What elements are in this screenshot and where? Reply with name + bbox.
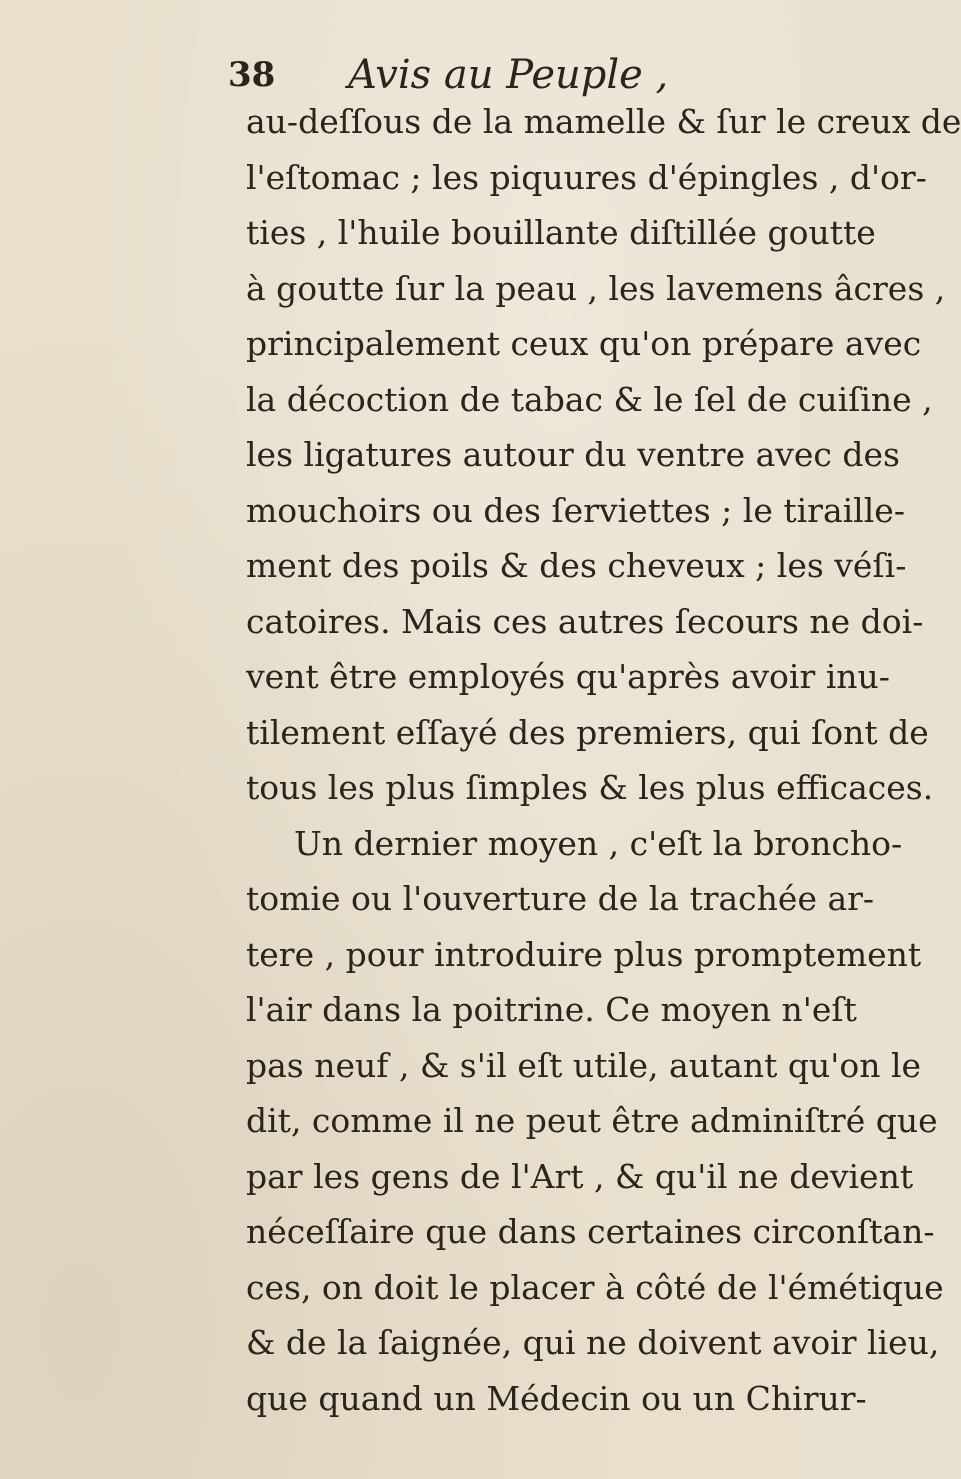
text-line: l'air dans la poitrine. Ce moyen n'eſt (246, 990, 857, 1029)
text-line: que quand un Médecin ou un Chirur- (246, 1378, 867, 1418)
text-line: principalement ceux qu'on prépare avec (246, 324, 922, 363)
text-line: les ligatures autour du ventre avec des (246, 435, 900, 474)
body-text (246, 94, 961, 1426)
text-line: par les gens de l'Art , & qu'il ne devient (246, 1156, 914, 1196)
text-line: la décoction de tabac & le ſel de cuiſine , (246, 379, 933, 419)
text-line: ties , l'huile bouillante diſtillée goutte (246, 213, 876, 252)
text-line: tous les plus ſimples & les plus efficaces. (246, 768, 934, 807)
text-line: ment des poils & des cheveux ; les véſi- (246, 546, 907, 585)
text-line: au-deſſous de la mamelle & ſur le creux de (246, 102, 961, 141)
text-line: pas neuf , & s'il eſt utile, autant qu'on le (246, 1045, 922, 1085)
text-line: dit, comme il ne peut être adminiſtré que (246, 1101, 938, 1140)
page-header (228, 52, 788, 98)
page-number: 38 (228, 55, 276, 95)
text-line: néceſſaire que dans certaines circonſtan- (246, 1212, 935, 1251)
text-line: Un dernier moyen , c'eſt la broncho- (294, 823, 903, 863)
text-line: ces, on doit le placer à côté de l'émétique (246, 1267, 944, 1307)
text-line: & de la ſaignée, qui ne doivent avoir lieu, (246, 1323, 940, 1362)
text-line: mouchoirs ou des ſerviettes ; le tiraille- (246, 490, 905, 530)
running-title: Avis au Peuple , (348, 52, 669, 98)
text-line: l'eſtomac ; les piquures d'épingles , d'or- (246, 157, 927, 197)
text-line: à goutte ſur la peau , les lavemens âcres , (246, 268, 946, 308)
text-line: catoires. Mais ces autres ſecours ne doi- (246, 601, 924, 641)
text-line: vent être employés qu'après avoir inu- (246, 657, 890, 696)
text-line: tilement eſſayé des premiers, qui ſont de (246, 712, 929, 752)
text-line: tomie ou l'ouverture de la trachée ar- (246, 879, 875, 918)
text-line: tere , pour introduire plus promptement (246, 934, 922, 974)
